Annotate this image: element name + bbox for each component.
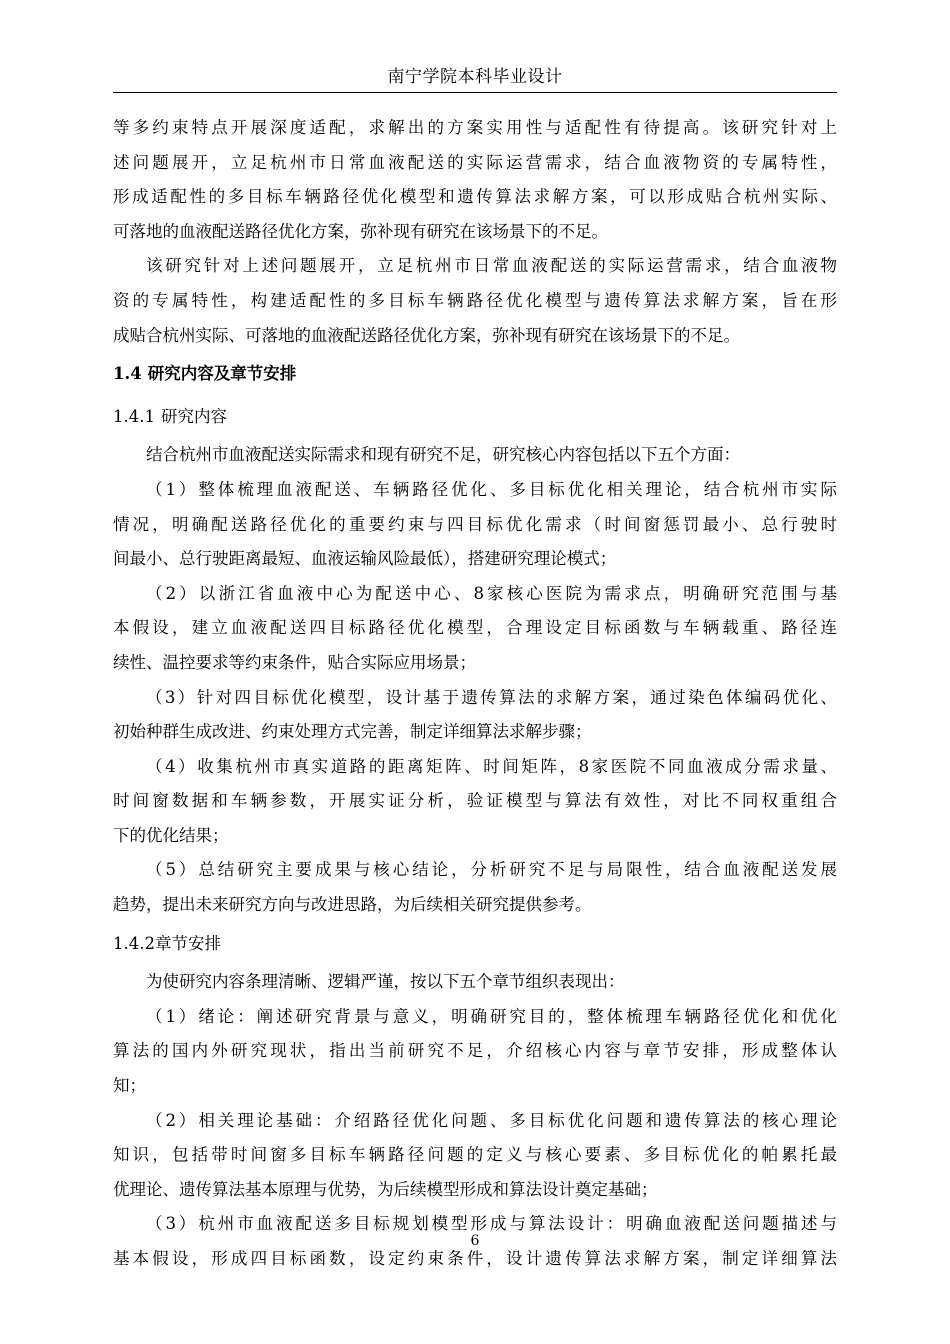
list-item-content-2 <box>113 577 837 681</box>
text-line: 形成适配性的多目标车辆路径优化模型和遗传算法求解方案，可以形成贴合杭州实际、 <box>113 187 837 207</box>
text-line: （2）相关理论基础：介绍路径优化问题、多目标优化问题和遗传算法的核心理论 <box>146 1110 837 1130</box>
text-line: 等多约束特点开展深度适配，求解出的方案实用性与适配性有待提高。该研究针对上 <box>113 118 837 137</box>
list-item-chapter-2 <box>113 1104 837 1208</box>
paragraph-content-intro <box>113 438 837 473</box>
text-line: （4）收集杭州市真实道路的距离矩阵、时间矩阵，8家医院不同血液成分需求量、 <box>146 756 837 776</box>
section-number: 1.4 <box>113 364 142 384</box>
text-line: 情况，明确配送路径优化的重要约束与四目标优化需求（时间窗惩罚最小、总行驶时 <box>113 514 837 534</box>
list-item-content-5 <box>113 853 837 922</box>
text-line: （1）整体梳理血液配送、车辆路径优化、多目标优化相关理论，结合杭州市实际 <box>146 479 837 499</box>
subsection-number: 1.4.1 <box>113 406 155 426</box>
paragraph-chapter-intro <box>113 965 837 1000</box>
text-line: 知识，包括带时间窗多目标车辆路径问题的定义与核心要素、多目标优化的帕累托最 <box>113 1145 837 1165</box>
header-divider <box>113 92 837 93</box>
list-item-chapter-1 <box>113 1000 837 1104</box>
text-line: 时间窗数据和车辆参数，开展实证分析，验证模型与算法有效性，对比不同权重组合 <box>113 791 837 811</box>
text-line: 述问题展开，立足杭州市日常血液配送的实际运营需求，结合血液物资的专属特性， <box>113 152 837 172</box>
subsection-heading-1-4-1 <box>113 396 837 439</box>
text-line: 优理论、遗传算法基本原理与优势，为后续模型形成和算法设计奠定基础； <box>113 1179 658 1199</box>
text-line: 本假设，建立血液配送四目标路径优化模型，合理设定目标函数与车辆载重、路径连 <box>113 618 837 638</box>
text-line: 下的优化结果； <box>113 825 229 845</box>
text-line: 趋势，提出未来研究方向与改进思路，为后续相关研究提供参考。 <box>113 895 592 915</box>
text-line: 知； <box>113 1076 146 1096</box>
subsection-title: 章节安排 <box>154 933 221 953</box>
list-item-content-3 <box>113 681 837 750</box>
paragraph-research-focus <box>113 249 837 353</box>
subsection-title: 研究内容 <box>160 406 227 426</box>
page-body <box>113 111 837 1277</box>
text-line: 为使研究内容条理清晰、逻辑严谨，按以下五个章节组织表现出： <box>146 972 625 992</box>
subsection-heading-1-4-2 <box>113 923 837 966</box>
page-header-title: 南宁学院本科毕业设计 <box>387 67 563 87</box>
page-number: 6 <box>470 1233 480 1249</box>
section-heading-1-4 <box>113 353 837 396</box>
section-title: 研究内容及章节安排 <box>147 364 297 384</box>
text-line: （5）总结研究主要成果与核心结论，分析研究不足与局限性，结合血液配送发展 <box>146 860 837 880</box>
text-line: 续性、温控要求等约束条件，贴合实际应用场景； <box>113 652 476 672</box>
text-line: 成贴合杭州实际、可落地的血液配送路径优化方案，弥补现有研究在该场景下的不足。 <box>113 325 740 345</box>
text-line: 资的专属特性，构建适配性的多目标车辆路径优化模型与遗传算法求解方案，旨在形 <box>113 290 837 310</box>
text-line: 算法的国内外研究现状，指出当前研究不足，介绍核心内容与章节安排，形成整体认 <box>113 1041 837 1061</box>
subsection-number: 1.4.2 <box>113 933 155 953</box>
text-line: （1）绪论：阐述研究背景与意义，明确研究目的，整体梳理车辆路径优化和优化 <box>146 1006 837 1026</box>
text-line: （3）杭州市血液配送多目标规划模型形成与算法设计：明确血液配送问题描述与 <box>146 1214 837 1234</box>
text-line: 结合杭州市血液配送实际需求和现有研究不足，研究核心内容包括以下五个方面： <box>146 445 740 465</box>
text-line: 间最小、总行驶距离最短、血液运输风险最低），搭建研究理论模式； <box>113 549 617 569</box>
text-line: （3）针对四目标优化模型，设计基于遗传算法的求解方案，通过染色体编码优化、 <box>146 687 837 707</box>
text-line: 该研究针对上述问题展开，立足杭州市日常血液配送的实际运营需求，结合血液物 <box>146 256 837 276</box>
list-item-content-1 <box>113 473 837 577</box>
text-line: （2）以浙江省血液中心为配送中心、8家核心医院为需求点，明确研究范围与基 <box>146 583 837 603</box>
text-line: 可落地的血液配送路径优化方案，弥补现有研究在该场景下的不足。 <box>113 221 608 241</box>
text-line: 基本假设，形成四目标函数，设定约束条件，设计遗传算法求解方案，制定详细算法 <box>113 1249 837 1268</box>
text-line: 初始种群生成改进、约束处理方式完善，制定详细算法求解步骤； <box>113 722 592 742</box>
paragraph-intro-continued <box>113 111 837 249</box>
list-item-content-4 <box>113 750 837 854</box>
